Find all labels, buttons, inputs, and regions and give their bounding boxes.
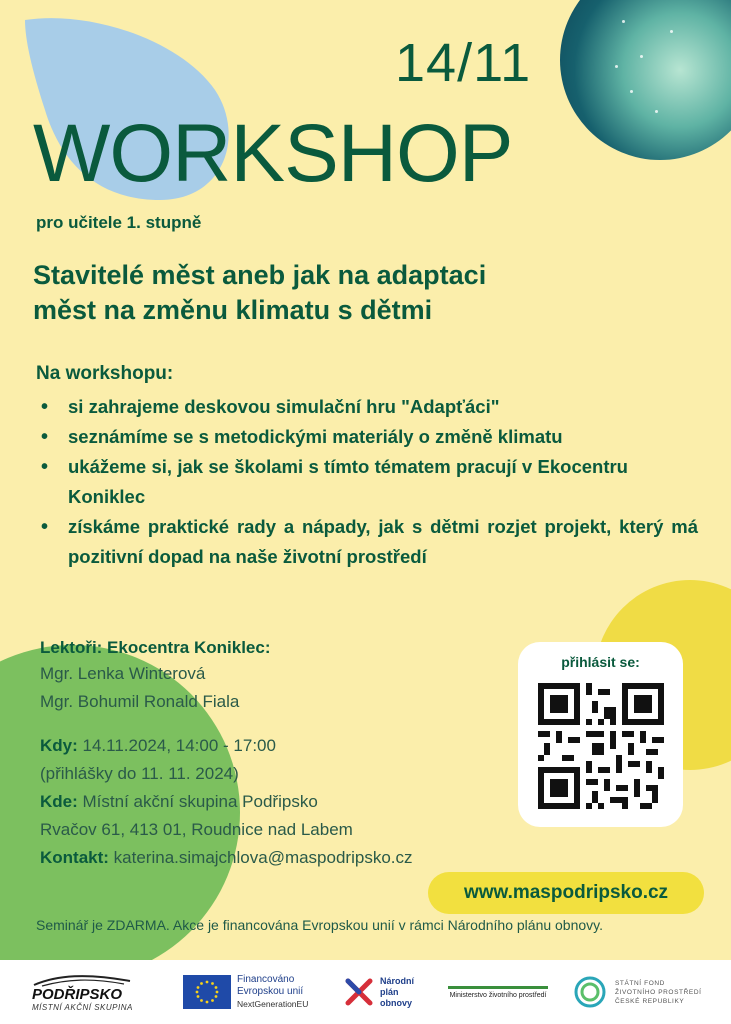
signup-label: přihlásit se: bbox=[561, 654, 640, 670]
sfzp-line: ŽIVOTNÍHO PROSTŘEDÍ bbox=[615, 988, 702, 996]
website-link[interactable]: www.maspodripsko.cz bbox=[463, 882, 669, 903]
contact-row bbox=[40, 848, 413, 868]
eu-line: Financováno bbox=[237, 974, 295, 985]
sfzp-line: ČESKÉ REPUBLIKY bbox=[615, 997, 685, 1005]
program-list bbox=[38, 392, 698, 572]
npo-line: obnovy bbox=[380, 997, 413, 1008]
page-title: WORKSHOP bbox=[33, 108, 513, 199]
npo-cross-icon bbox=[342, 975, 376, 1009]
registration-deadline: (přihlášky do 11. 11. 2024) bbox=[40, 764, 239, 783]
mzp-stripe bbox=[448, 986, 548, 989]
eu-flag-icon bbox=[183, 975, 231, 1009]
sfzp-drop-icon bbox=[573, 975, 607, 1009]
address: Rvačov 61, 413 01, Roudnice nad Labem bbox=[40, 820, 353, 839]
where-value: Místní akční skupina Podřipsko bbox=[77, 792, 318, 811]
lecturers-heading: Lektoři: Ekocentra Koniklec: bbox=[40, 638, 271, 657]
podripsko-name: PODŘIPSKO bbox=[32, 985, 123, 1003]
list-item: • ukážeme si, jak se školami s tímto tématem pracují v Ekocentru Koniklec bbox=[38, 452, 628, 512]
podripsko-logo bbox=[32, 968, 152, 1016]
mzp-name: Ministerstvo životního prostředí bbox=[449, 991, 547, 999]
when-label: Kdy: bbox=[40, 736, 78, 755]
target-audience: pro učitele 1. stupně bbox=[36, 213, 202, 232]
event-date: 14/11 bbox=[395, 33, 532, 93]
sfzp-line: STÁTNÍ FOND bbox=[615, 979, 665, 987]
npo-logo bbox=[342, 968, 432, 1016]
mzp-logo bbox=[448, 968, 548, 1016]
eu-funding-logo bbox=[183, 968, 323, 1016]
list-item: • získáme praktické rady a nápady, jak s dětmi rozjet projekt, který má pozitivní dopad na naše životní prostředí bbox=[38, 512, 698, 572]
workshop-headline bbox=[33, 258, 693, 328]
globe-watercolor-image bbox=[560, 0, 731, 160]
list-item: • si zahrajeme deskovou simulační hru "Adapťáci" bbox=[38, 392, 698, 422]
headline-line: měst na změnu klimatu s dětmi bbox=[33, 295, 433, 325]
where-row bbox=[40, 792, 318, 812]
npo-line: Národní bbox=[380, 975, 415, 986]
eu-line: NextGenerationEU bbox=[237, 999, 309, 1009]
contact-label: Kontakt: bbox=[40, 848, 109, 867]
when-row bbox=[40, 736, 276, 756]
contact-email-link[interactable]: katerina.simajchlova@maspodripsko.cz bbox=[108, 848, 413, 867]
eu-line: Evropskou unií bbox=[237, 986, 304, 997]
sfzp-logo bbox=[573, 968, 713, 1016]
npo-line: plán bbox=[380, 986, 399, 997]
qr-code-icon[interactable] bbox=[538, 683, 664, 809]
where-label: Kde: bbox=[40, 792, 78, 811]
funding-note: Seminář je ZDARMA. Akce je financována Evropskou unií v rámci Národního plánu obnovy. bbox=[36, 917, 604, 933]
lecturer-name: Mgr. Lenka Winterová bbox=[40, 664, 206, 683]
when-value: 14.11.2024, 14:00 - 17:00 bbox=[77, 736, 276, 755]
headline-line: Stavitelé měst aneb jak na adaptaci bbox=[33, 260, 487, 290]
mountain-icon bbox=[32, 973, 132, 987]
lecturer-name: Mgr. Bohumil Ronald Fiala bbox=[40, 692, 240, 711]
program-intro: Na workshopu: bbox=[36, 363, 174, 384]
list-item: • seznámíme se s metodickými materiály o změně klimatu bbox=[38, 422, 698, 452]
podripsko-subtitle: MÍSTNÍ AKČNÍ SKUPINA bbox=[32, 1002, 133, 1012]
